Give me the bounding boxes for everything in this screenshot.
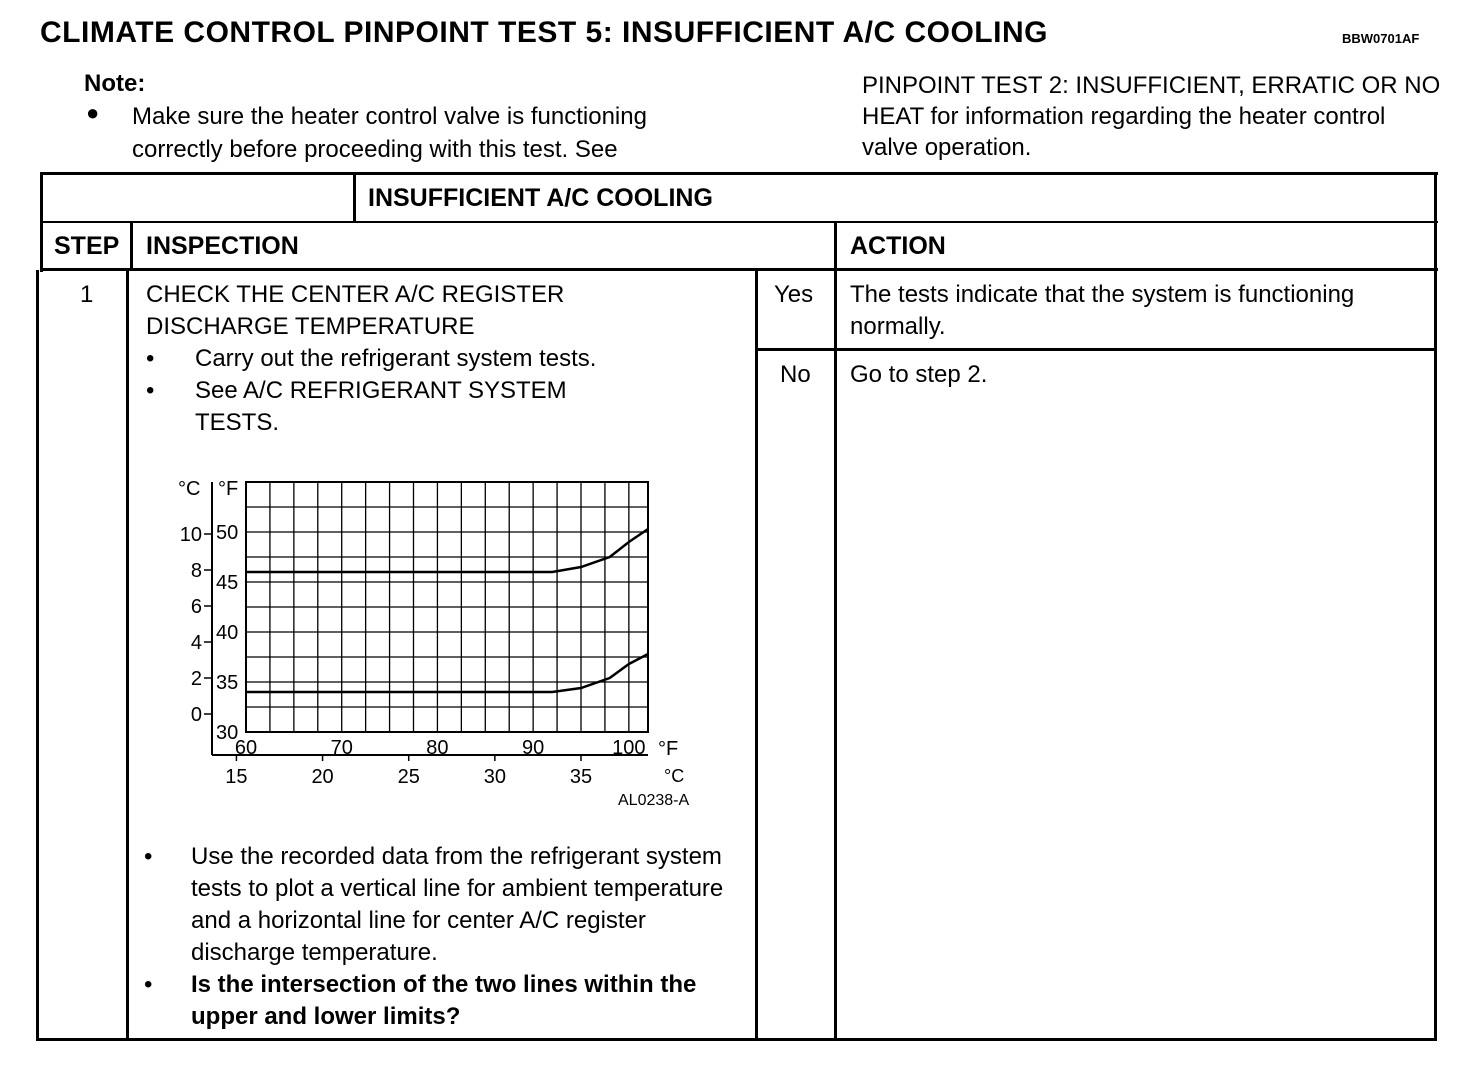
limit-curve-lower (246, 654, 648, 692)
x-tick-label-c: 20 (311, 766, 334, 788)
note-bullet-icon: ● (86, 100, 100, 125)
y-tick-label-f: 35 (216, 672, 239, 694)
row-divider-2 (40, 268, 1438, 271)
document-code: BBW0701AF (1342, 31, 1420, 46)
answer-yes: Yes (774, 281, 814, 308)
x-unit-f-label: °F (658, 738, 679, 760)
y-tick-label-c: 0 (190, 704, 202, 726)
bullet-icon: • (146, 345, 155, 372)
y-tick-label-c: 8 (190, 560, 202, 582)
column-header-step: STEP (54, 232, 120, 260)
section-title: INSUFFICIENT A/C COOLING (368, 184, 713, 212)
discharge-temperature-chart (170, 470, 690, 790)
x-tick-label-c: 35 (569, 766, 593, 788)
table-border-bottom (36, 1038, 1436, 1041)
x-tick-label-f: 100 (612, 737, 646, 759)
y-tick-label-c: 4 (190, 632, 202, 654)
answer-no: No (780, 361, 811, 388)
column-header-inspection: INSPECTION (146, 232, 299, 260)
x-tick-label-f: 60 (234, 737, 258, 759)
y-tick-label-f: 30 (216, 722, 239, 744)
x-tick-label-f: 80 (426, 737, 449, 759)
x-tick-label-c: 30 (483, 766, 506, 788)
action-yes: The tests indicate that the system is functioning normally. (850, 281, 1355, 340)
page-title: CLIMATE CONTROL PINPOINT TEST 5: INSUFFICIENT A/C COOLING (40, 16, 1048, 49)
row-divider-1 (40, 221, 1438, 223)
chart-grid (212, 482, 648, 755)
y-unit-c-label: °C (178, 478, 201, 500)
table-border-right (1434, 172, 1437, 1041)
x-tick-label-f: 70 (330, 737, 353, 759)
bullet-top-2: See A/C REFRIGERANT SYSTEM TESTS. (195, 377, 567, 436)
y-tick-label-c: 2 (190, 668, 202, 690)
note-text-left: Make sure the heater control valve is functioning correctly before proceeding with this test. See (132, 103, 647, 163)
bullet-bottom-2: Is the intersection of the two lines within the upper and lower limits? (191, 971, 697, 1030)
action-col-divider (834, 221, 837, 1041)
y-tick-label-f: 40 (216, 622, 239, 644)
x-tick-label-f: 90 (522, 737, 545, 759)
y-tick-label-c: 10 (179, 524, 202, 546)
bullet-icon: • (144, 971, 153, 998)
y-tick-label-c: 6 (190, 596, 202, 618)
bullet-bottom-1: Use the recorded data from the refrigerant system tests to plot a vertical line for ambient temperature and a horizontal line for center A/C register discharge temperature. (191, 843, 724, 966)
answer-col-divider (755, 268, 758, 1041)
x-tick-label-c: 25 (397, 766, 420, 788)
step-number: 1 (80, 281, 94, 308)
section-divider (353, 172, 356, 222)
y-tick-label-f: 45 (216, 572, 239, 594)
limit-curve-upper (246, 529, 648, 572)
note-text-right: PINPOINT TEST 2: INSUFFICIENT, ERRATIC OR NO HEAT for information regarding the heater control valve operation. (862, 72, 1441, 161)
y-unit-f-label: °F (218, 478, 239, 500)
step-col-divider-upper (130, 221, 133, 271)
note-label: Note: (84, 70, 146, 97)
x-unit-c-label: °C (664, 766, 685, 786)
bullet-top-1: Carry out the refrigerant system tests. (195, 345, 597, 372)
table-border-left-lower (36, 270, 39, 1041)
column-header-action: ACTION (850, 232, 946, 260)
table-border-top (40, 172, 1438, 175)
yes-no-divider (757, 348, 1437, 351)
chart-curves (246, 529, 648, 692)
x-tick-label-c: 15 (225, 766, 248, 788)
bullet-icon: • (144, 843, 153, 870)
y-tick-label-f: 50 (216, 522, 239, 544)
figure-id: AL0238-A (618, 792, 690, 809)
action-no: Go to step 2. (850, 361, 988, 388)
bullet-icon: • (146, 377, 155, 404)
check-heading: CHECK THE CENTER A/C REGISTER DISCHARGE TEMPERATURE (146, 281, 565, 340)
step-col-divider-lower (126, 270, 129, 1041)
chart-ticks (180, 522, 646, 788)
